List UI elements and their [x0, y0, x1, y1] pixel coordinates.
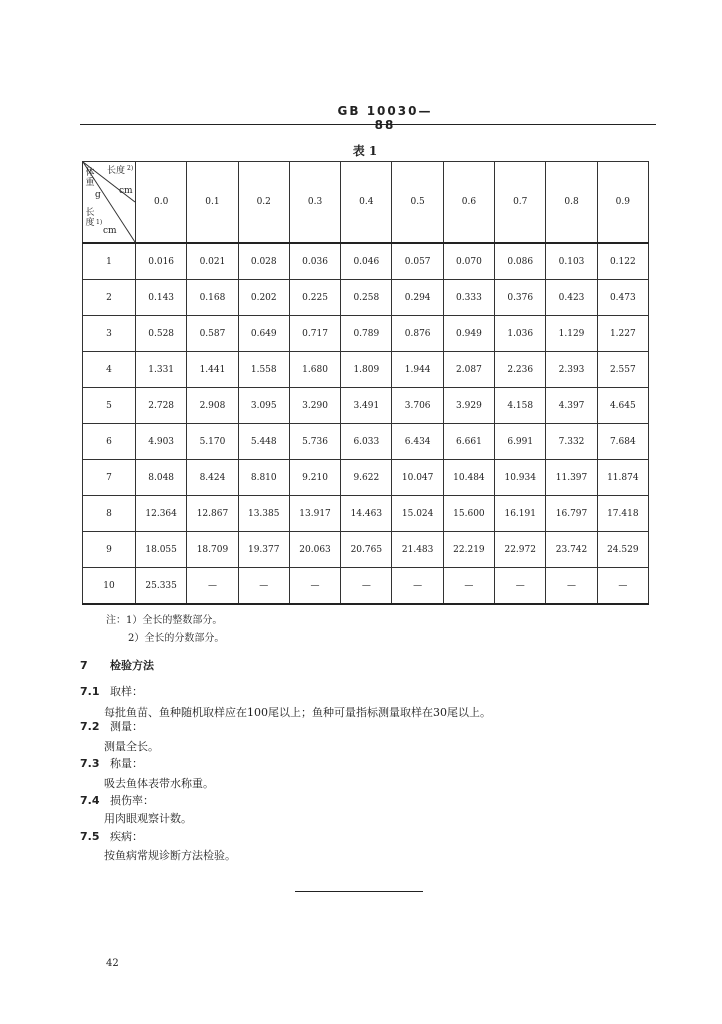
table-cell: 2.728	[136, 388, 187, 424]
column-header: 0.8	[546, 162, 597, 244]
table-cell: 1.227	[597, 316, 648, 352]
table-cell: 20.063	[289, 532, 340, 568]
weight-length-table	[82, 161, 649, 605]
corner-length-unit: cm	[119, 186, 133, 196]
table-cell: 3.095	[238, 388, 289, 424]
table-cell: 6.661	[443, 424, 494, 460]
table-cell: 1.129	[546, 316, 597, 352]
table-cell: 13.917	[289, 496, 340, 532]
table-cell: —	[546, 568, 597, 605]
table-row	[83, 243, 649, 280]
item-7-1-text: 每批鱼苗、鱼种随机取样应在100尾以上；鱼种可量指标测量取样在30尾以上。	[104, 706, 491, 719]
table-cell: 4.903	[136, 424, 187, 460]
table-cell: 12.867	[187, 496, 238, 532]
corner-row-label: 长度	[85, 208, 95, 228]
table-cell: 17.418	[597, 496, 648, 532]
table-cell: 10.484	[443, 460, 494, 496]
column-header: 0.2	[238, 162, 289, 244]
row-label: 10	[83, 568, 136, 605]
table-cell: 16.191	[495, 496, 546, 532]
table-cell: 1.331	[136, 352, 187, 388]
table-cell: 4.158	[495, 388, 546, 424]
table-row	[83, 316, 649, 352]
item-number: 7.5	[80, 830, 100, 843]
column-header: 0.1	[187, 162, 238, 244]
table-cell: 0.028	[238, 243, 289, 280]
table-cell: —	[238, 568, 289, 605]
table-cell: 9.210	[289, 460, 340, 496]
item-title: 疾病：	[110, 830, 143, 843]
corner-weight-unit: g	[95, 190, 101, 200]
table-cell: 18.709	[187, 532, 238, 568]
table-cell: 22.219	[443, 532, 494, 568]
table-cell: 3.491	[341, 388, 392, 424]
table-cell: 15.600	[443, 496, 494, 532]
table-cell: —	[187, 568, 238, 605]
table-cell: 6.991	[495, 424, 546, 460]
table-notes	[106, 612, 224, 648]
table-cell: 2.908	[187, 388, 238, 424]
item-number: 7.2	[80, 720, 100, 733]
table-cell: 2.393	[546, 352, 597, 388]
table-cell: 25.335	[136, 568, 187, 605]
header-rule	[80, 124, 656, 125]
table-cell: 1.036	[495, 316, 546, 352]
column-header: 0.4	[341, 162, 392, 244]
item-title: 测量：	[110, 720, 143, 733]
table-row	[83, 352, 649, 388]
table-cell: 1.680	[289, 352, 340, 388]
table-cell: 23.742	[546, 532, 597, 568]
item-7-3-text: 吸去鱼体表带水称重。	[104, 777, 214, 790]
table-cell: 24.529	[597, 532, 648, 568]
item-7-2-heading	[80, 720, 143, 734]
table-row	[83, 532, 649, 568]
table-cell: 1.441	[187, 352, 238, 388]
table-cell: 14.463	[341, 496, 392, 532]
table-cell: —	[341, 568, 392, 605]
table-cell: 3.290	[289, 388, 340, 424]
table-cell: 0.122	[597, 243, 648, 280]
table-cell: 0.036	[289, 243, 340, 280]
section-title: 检验方法	[110, 659, 154, 672]
table-cell: 9.622	[341, 460, 392, 496]
row-label: 2	[83, 280, 136, 316]
table-cell: 5.170	[187, 424, 238, 460]
table-cell: 18.055	[136, 532, 187, 568]
table-cell: 5.736	[289, 424, 340, 460]
item-title: 取样：	[110, 685, 143, 698]
table-row	[83, 388, 649, 424]
column-header: 0.3	[289, 162, 340, 244]
corner-length-label: 长度	[107, 166, 126, 176]
table-cell: 0.057	[392, 243, 443, 280]
item-title: 称量：	[110, 757, 143, 770]
end-rule	[295, 891, 423, 892]
column-header: 0.9	[597, 162, 648, 244]
table-cell: 0.086	[495, 243, 546, 280]
corner-length-note: 2)	[127, 165, 134, 172]
row-label: 5	[83, 388, 136, 424]
item-7-5-text: 按鱼病常规诊断方法检验。	[104, 849, 236, 862]
table-row	[83, 568, 649, 605]
item-7-1-heading	[80, 685, 143, 699]
table-cell: 0.202	[238, 280, 289, 316]
page-number: 42	[106, 958, 119, 969]
corner-row-unit: cm	[103, 226, 117, 236]
table-cell: —	[443, 568, 494, 605]
table-cell: 11.874	[597, 460, 648, 496]
table-cell: 2.236	[495, 352, 546, 388]
row-label: 8	[83, 496, 136, 532]
table-cell: 0.258	[341, 280, 392, 316]
table-cell: 1.944	[392, 352, 443, 388]
row-label: 6	[83, 424, 136, 460]
table-row	[83, 496, 649, 532]
table-cell: 8.810	[238, 460, 289, 496]
table-cell: 0.587	[187, 316, 238, 352]
table-cell: 0.949	[443, 316, 494, 352]
table-cell: 7.332	[546, 424, 597, 460]
item-number: 7.1	[80, 685, 100, 698]
table-cell: 7.684	[597, 424, 648, 460]
section-number: 7	[80, 659, 88, 672]
item-title: 损伤率：	[110, 794, 154, 807]
table-cell: 6.033	[341, 424, 392, 460]
table-cell: 3.929	[443, 388, 494, 424]
item-number: 7.4	[80, 794, 100, 807]
table-cell: 13.385	[238, 496, 289, 532]
table-cell: 4.397	[546, 388, 597, 424]
table-cell: 0.016	[136, 243, 187, 280]
item-7-5-heading	[80, 830, 143, 844]
table-cell: 0.333	[443, 280, 494, 316]
note-2: 2）全长的分数部分。	[128, 633, 225, 644]
column-header: 0.0	[136, 162, 187, 244]
table-row	[83, 460, 649, 496]
table-cell: 1.809	[341, 352, 392, 388]
table-cell: —	[392, 568, 443, 605]
table-cell: 0.717	[289, 316, 340, 352]
table-cell: 0.294	[392, 280, 443, 316]
table-cell: 19.377	[238, 532, 289, 568]
table-cell: 0.225	[289, 280, 340, 316]
table-cell: —	[597, 568, 648, 605]
standard-number: GB 10030—88	[337, 104, 433, 132]
table-cell: 0.789	[341, 316, 392, 352]
table-cell: 2.557	[597, 352, 648, 388]
row-label: 1	[83, 243, 136, 280]
table-cell: 0.143	[136, 280, 187, 316]
table-cell: 0.070	[443, 243, 494, 280]
column-header: 0.6	[443, 162, 494, 244]
table-cell: 4.645	[597, 388, 648, 424]
table-cell: 3.706	[392, 388, 443, 424]
table-cell: 8.424	[187, 460, 238, 496]
table-cell: 11.397	[546, 460, 597, 496]
row-label: 7	[83, 460, 136, 496]
corner-row-note: 1)	[96, 219, 103, 226]
row-label: 3	[83, 316, 136, 352]
table-cell: 2.087	[443, 352, 494, 388]
table-cell: 0.376	[495, 280, 546, 316]
table-corner-cell	[83, 162, 136, 244]
table-cell: 6.434	[392, 424, 443, 460]
table-cell: 15.024	[392, 496, 443, 532]
table-cell: 21.483	[392, 532, 443, 568]
column-header: 0.5	[392, 162, 443, 244]
table-cell: 0.103	[546, 243, 597, 280]
table-cell: 0.168	[187, 280, 238, 316]
table-title: 表 1	[352, 144, 378, 158]
item-7-4-text: 用肉眼观察计数。	[104, 812, 192, 825]
table-cell: 10.934	[495, 460, 546, 496]
table-cell: 0.423	[546, 280, 597, 316]
table-cell: 0.046	[341, 243, 392, 280]
table-cell: 0.876	[392, 316, 443, 352]
note-1: 注：1）全长的整数部分。	[106, 615, 223, 626]
column-header: 0.7	[495, 162, 546, 244]
table-cell: 20.765	[341, 532, 392, 568]
corner-weight-label: 体重	[85, 168, 95, 188]
table-cell: 10.047	[392, 460, 443, 496]
table-cell: 12.364	[136, 496, 187, 532]
table-cell: 5.448	[238, 424, 289, 460]
row-label: 9	[83, 532, 136, 568]
table-cell: —	[495, 568, 546, 605]
row-label: 4	[83, 352, 136, 388]
table-cell: —	[289, 568, 340, 605]
table-cell: 0.528	[136, 316, 187, 352]
section-7-heading	[80, 659, 154, 673]
table-cell: 0.021	[187, 243, 238, 280]
table-cell: 0.473	[597, 280, 648, 316]
table-cell: 16.797	[546, 496, 597, 532]
table-row	[83, 424, 649, 460]
table-header-row	[83, 162, 649, 244]
table-cell: 1.558	[238, 352, 289, 388]
item-7-2-text: 测量全长。	[104, 740, 159, 753]
table-cell: 22.972	[495, 532, 546, 568]
item-number: 7.3	[80, 757, 100, 770]
item-7-3-heading	[80, 757, 143, 771]
item-7-4-heading	[80, 794, 154, 808]
table-cell: 0.649	[238, 316, 289, 352]
table-cell: 8.048	[136, 460, 187, 496]
table-row	[83, 280, 649, 316]
